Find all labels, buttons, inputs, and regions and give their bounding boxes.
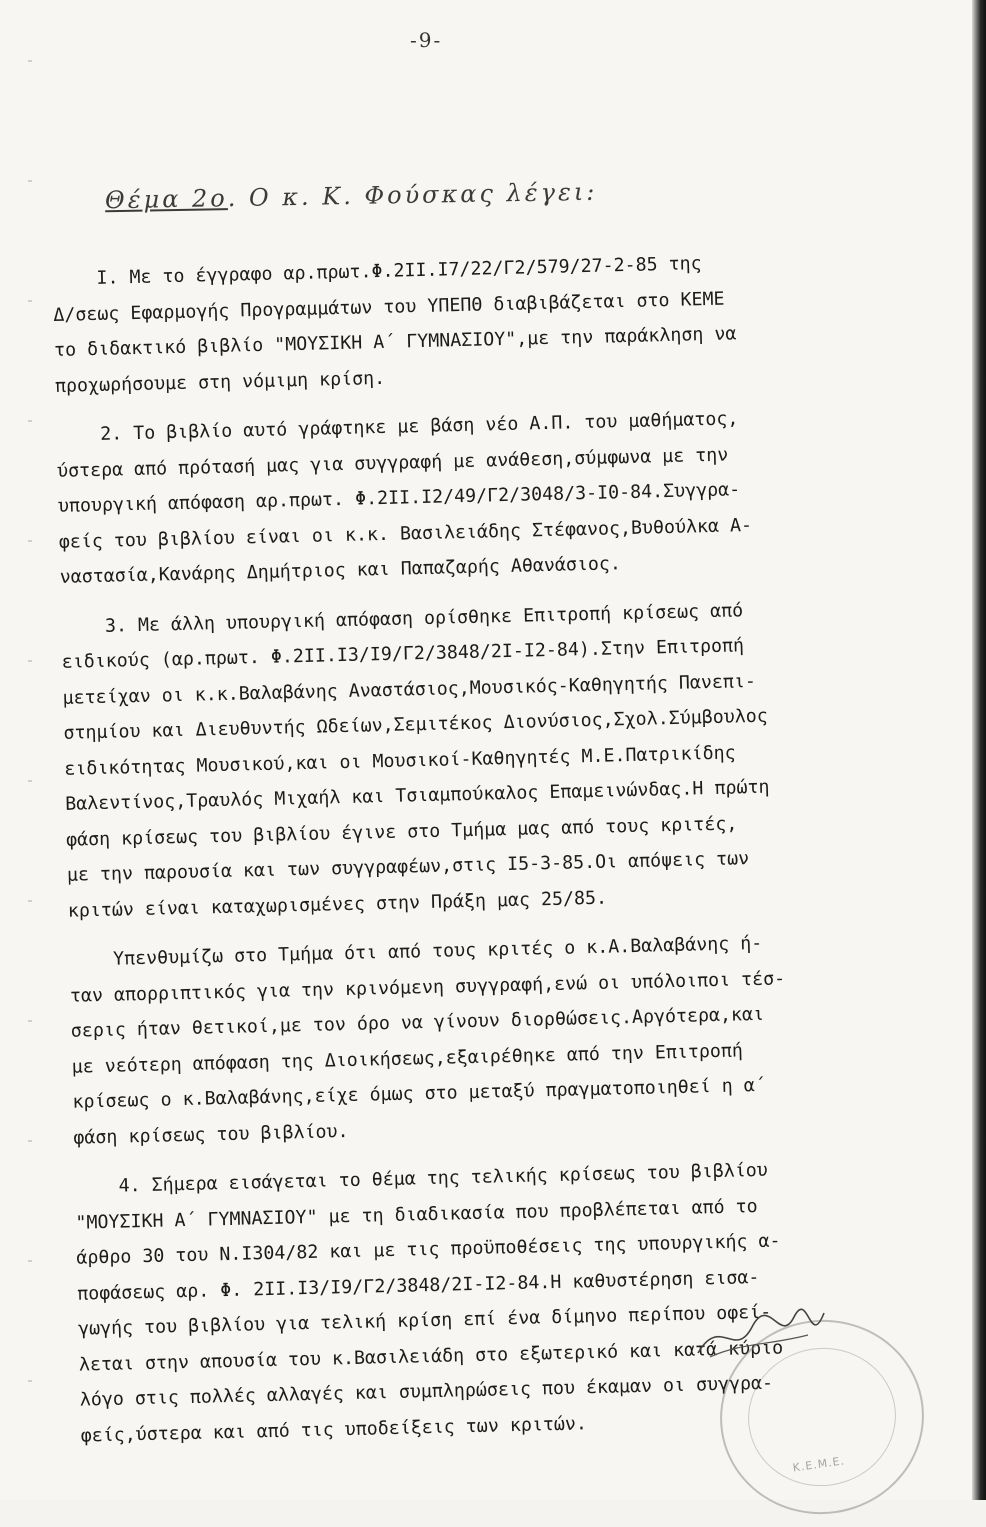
text-line: σερις ήταν θετικοί,με τον όρο να γίνουν διορθώσεις.Αργότερα,και	[70, 1003, 765, 1042]
text-line: Ι. Με το έγγραφο αρ.πρωτ.Φ.2ΙΙ.Ι7/22/Γ2/579/27-2-85 της	[52, 253, 702, 290]
text-line: μετείχαν οι κ.κ.Βαλαβάνης Αναστάσιος,Μουσικός-Καθηγητής Πανεπι-	[62, 670, 757, 709]
text-line: "ΜΟΥΣΙΚΗ Α΄ ΓΥΜΝΑΣΙΟΥ" με τη διαδικασία που προβλέπεται από το	[75, 1195, 758, 1234]
text-line: ταν απορριπτικός για την κρινόμενη συγγραφή,ενώ οι υπόλοιποι τέσ-	[69, 967, 786, 1007]
text-line: Δ/σεως Εφαρμογής Προγραμμάτων του ΥΠΕΠΘ διαβιβάζεται στο ΚΕΜΕ	[53, 288, 725, 326]
handwritten-speaker: . Ο κ. Κ. Φούσκας λέγει:	[227, 177, 598, 213]
text-line: φείς,ύστερα και από τις υποδείξεις των κριτών.	[80, 1412, 588, 1447]
text-line: κρίσεως ο κ.Βαλαβάνης,είχε όμως στο μεταξύ πραγματοποιηθεί η α΄	[72, 1074, 766, 1113]
text-line: με την παρουσία και των συγγραφέων,στις Ι5-3-85.Οι απόψεις των	[66, 848, 750, 886]
text-line: λόγο στις πολλές αλλαγές και συμπληρώσεις που έκαμαν οι συγγρα-	[79, 1372, 774, 1411]
handwritten-topic-label: Θέμα 2ο	[104, 184, 228, 215]
text-line: Βαλεντίνος,Τραυλός Μιχαήλ και Τσιαμπούκαλος Επαμεινώνδας.Η πρώτη	[64, 776, 770, 815]
paragraph	[52, 240, 955, 404]
text-line: φάση κρίσεως του βιβλίου.	[73, 1120, 349, 1149]
typed-body-text	[52, 240, 981, 1454]
text-line: ειδικούς (αρ.πρωτ. Φ.2ΙΙ.Ι3/Ι9/Γ2/3848/2Ι-Ι2-84).Στην Επιτροπή	[61, 635, 745, 673]
text-line: φάση κρίσεως του βιβλίου έγινε στο Τμήμα μας από τους κριτές,	[65, 812, 738, 851]
paragraph	[69, 921, 974, 1156]
stamp-text: Κ.Ε.Μ.Ε.	[791, 1454, 846, 1475]
text-line: ειδικότητας Μουσικού,και οι Μουσικοί-Καθηγητές Μ.Ε.Πατρικίδης	[64, 741, 736, 780]
text-line: ναστασία,Κανάρης Δημήτριος και Παπαζαρής Αθανάσιος.	[59, 553, 622, 588]
text-line: το διδακτικό βιβλίο "ΜΟΥΣΙΚΗ Α΄ ΓΥΜΝΑΣΙΟΥ",με την παράκληση να	[53, 323, 737, 361]
text-line: με νεότερη απόφαση της Διοικήσεως,εξαιρέθηκε από την Επιτροπή	[71, 1039, 744, 1078]
text-line: 3. Με άλλη υπουργική απόφαση ορίσθηκε Επιτροπή κρίσεως από	[60, 599, 744, 638]
text-line: 4. Σήμερα εισάγεται το θέμα της τελικής κρίσεως του βιβλίου	[74, 1159, 769, 1198]
text-line: υπουργική απόφαση αρ.πρωτ. Φ.2ΙΙ.Ι2/49/Γ2/3048/3-Ι0-84.Συγγρα-	[57, 479, 741, 517]
handwritten-heading	[105, 178, 598, 215]
signature	[690, 1305, 830, 1365]
scan-margin-marks	[28, 0, 32, 1500]
text-line: Υπενθυμίζω στο Τμήμα ότι από τους κριτές ο κ.Α.Βαλαβάνης ή-	[68, 932, 763, 971]
text-line: προχωρήσουμε στη νόμιμη κρίση.	[54, 367, 386, 397]
text-line: άρθρο 30 του Ν.Ι304/82 και με τις προϋποθέσεις της υπουργικής α-	[76, 1230, 781, 1269]
paragraph	[60, 587, 968, 928]
text-line: κριτών είναι καταχωρισμένες στην Πράξη μας 25/85.	[67, 887, 608, 922]
paragraph	[56, 396, 960, 595]
text-line: 2. Το βιβλίο αυτό γράφτηκε με βάση νέο Α.Π. του μαθήματος,	[55, 408, 739, 446]
page-number: -9-	[410, 28, 443, 52]
text-line: στημίου και Διευθυντής Ωδείων,Σεμιτέκος Διονύσιος,Σχολ.Σύμβουλος	[63, 705, 768, 744]
text-line: ποφάσεως αρ. Φ. 2ΙΙ.Ι3/Ι9/Γ2/3848/2Ι-Ι2-84.Η καθυστέρηση εισα-	[76, 1266, 760, 1305]
text-line: γωγής του βιβλίου για τελική κρίση επί ένα δίμηνο περίπου οφεί-	[77, 1301, 772, 1340]
text-line: ύστερα από πρότασή μας για συγγραφή με ανάθεση,σύμφωνα με την	[56, 444, 729, 482]
text-line: λεται στην απουσία του κ.Βασιλειάδη στο εξωτερικό και κατά κύριο	[78, 1336, 784, 1376]
text-line: φείς του βιβλίου είναι οι κ.κ. Βασιλειάδης Στέφανος,Βυθούλκα Α-	[58, 514, 753, 553]
